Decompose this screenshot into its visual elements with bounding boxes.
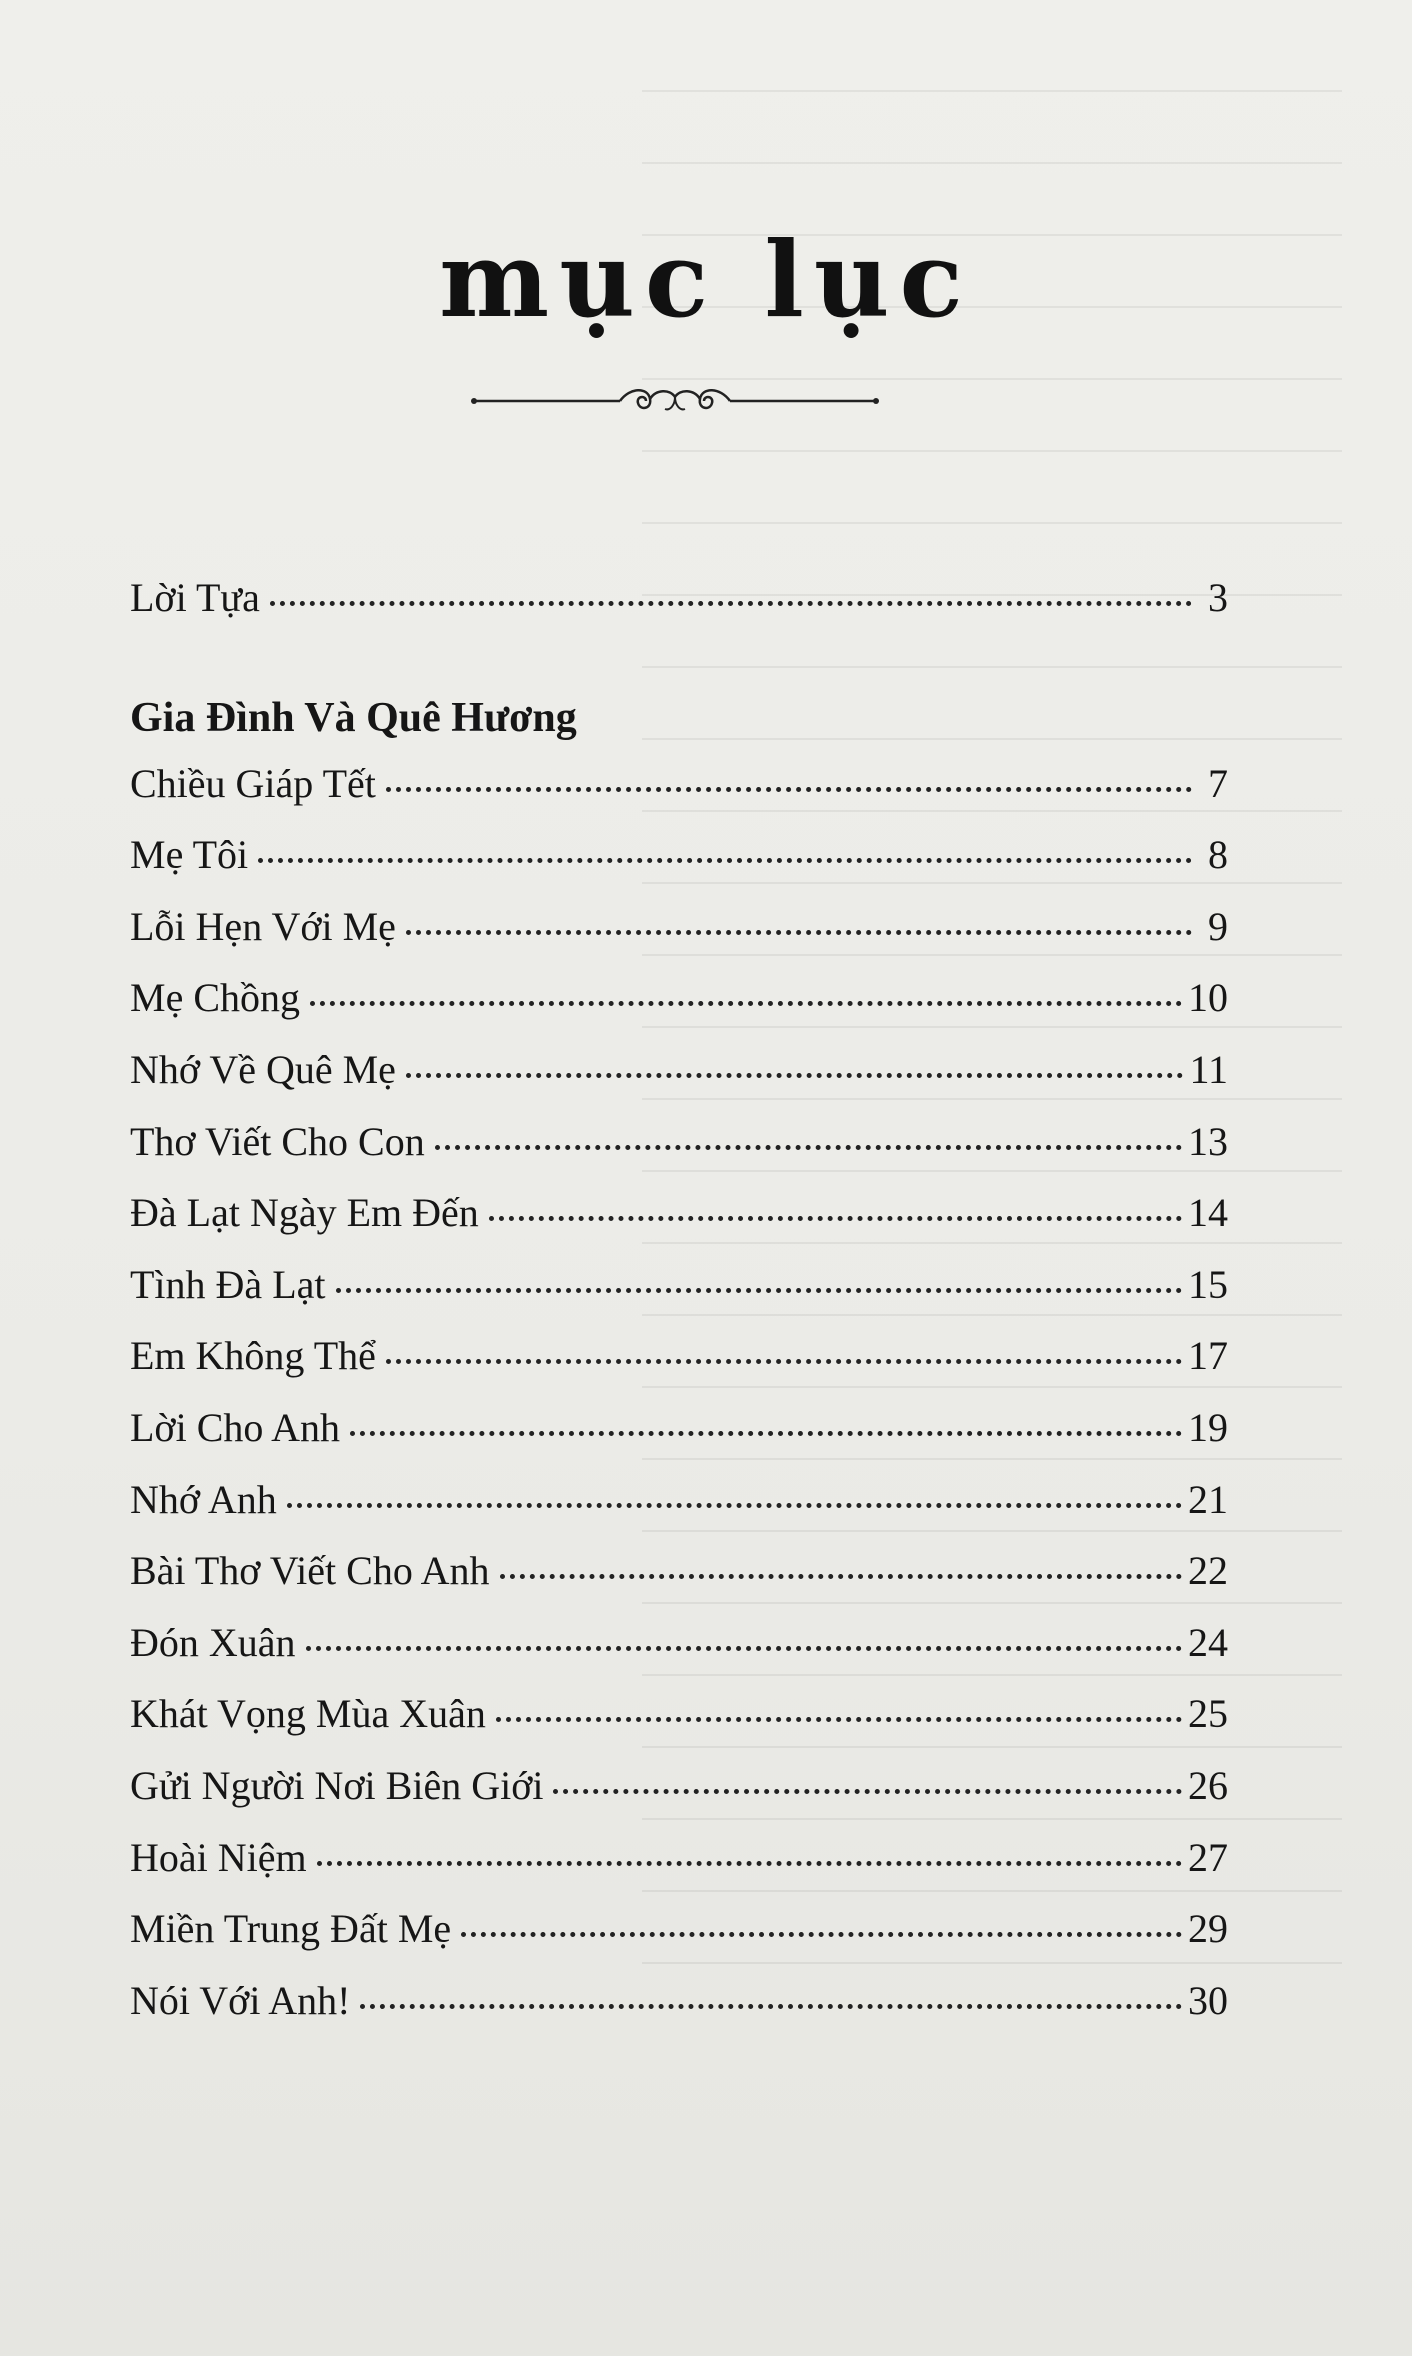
- dot-leader: [317, 1861, 1182, 1866]
- toc-entry[interactable]: [130, 818, 1228, 890]
- toc-entry-label: Khát Vọng Mùa Xuân: [130, 1691, 486, 1737]
- dot-leader: [406, 930, 1192, 935]
- dot-leader: [461, 1932, 1182, 1937]
- toc-entry[interactable]: [130, 1319, 1228, 1391]
- toc-entry[interactable]: [130, 1247, 1228, 1319]
- toc-entry-label: Nhớ Về Quê Mẹ: [130, 1046, 396, 1092]
- toc-entry-label: Nói Với Anh!: [130, 1977, 351, 2023]
- toc-entry[interactable]: [130, 1677, 1228, 1749]
- toc-entry-label: Em Không Thể: [130, 1333, 376, 1379]
- toc-entry-label: Lời Tựa: [130, 575, 260, 620]
- toc-entry-page: 10: [1188, 975, 1228, 1021]
- toc-entry[interactable]: [130, 1748, 1228, 1820]
- dot-leader: [406, 1073, 1184, 1078]
- toc-entry[interactable]: [130, 1032, 1228, 1104]
- toc-entry-list: [130, 746, 1228, 2035]
- toc-entry-page: 29: [1188, 1906, 1228, 1952]
- toc-entry-page: 14: [1188, 1190, 1228, 1236]
- table-of-contents: [130, 560, 1228, 2035]
- toc-entry-page: 24: [1188, 1619, 1228, 1665]
- toc-entry-page: 27: [1188, 1834, 1228, 1880]
- toc-entry-page: 19: [1188, 1404, 1228, 1450]
- toc-entry-label: Lời Cho Anh: [130, 1404, 341, 1450]
- toc-entry-label: Miền Trung Đất Mẹ: [130, 1906, 452, 1952]
- toc-entry[interactable]: [130, 1176, 1228, 1248]
- toc-entry-preface[interactable]: [130, 560, 1228, 618]
- toc-entry-page: 11: [1189, 1046, 1228, 1092]
- toc-entry-page: 21: [1188, 1476, 1228, 1522]
- toc-entry-page: 9: [1208, 903, 1228, 949]
- dot-leader: [360, 2004, 1182, 2009]
- toc-entry[interactable]: [130, 1820, 1228, 1892]
- toc-entry[interactable]: [130, 1390, 1228, 1462]
- toc-entry-label: Bài Thơ Viết Cho Anh: [130, 1548, 490, 1594]
- toc-entry-page: 8: [1208, 832, 1228, 878]
- dot-leader: [306, 1646, 1182, 1651]
- toc-entry-label: Mẹ Tôi: [130, 832, 249, 878]
- dot-leader: [336, 1288, 1183, 1293]
- toc-entry-label: Đón Xuân: [130, 1619, 296, 1665]
- toc-entry-page: 7: [1208, 760, 1228, 806]
- dot-leader: [287, 1503, 1182, 1508]
- dot-leader: [386, 1359, 1182, 1364]
- toc-entry-page: 15: [1188, 1261, 1228, 1307]
- toc-entry-label: Chiều Giáp Tết: [130, 760, 376, 806]
- toc-entry-page: 3: [1208, 575, 1228, 620]
- toc-entry-label: Thơ Viết Cho Con: [130, 1118, 425, 1164]
- toc-entry-label: Gửi Người Nơi Biên Giới: [130, 1762, 544, 1808]
- dot-leader: [270, 601, 1192, 606]
- toc-entry[interactable]: [130, 889, 1228, 961]
- toc-entry[interactable]: [130, 1963, 1228, 2035]
- dot-leader: [500, 1574, 1182, 1579]
- toc-entry-label: Nhớ Anh: [130, 1476, 277, 1522]
- dot-leader: [386, 787, 1192, 792]
- section-heading: Gia Đình Và Quê Hương: [130, 695, 577, 741]
- toc-entry[interactable]: [130, 1462, 1228, 1534]
- dot-leader: [350, 1431, 1182, 1436]
- toc-entry-page: 25: [1188, 1691, 1228, 1737]
- dot-leader: [553, 1789, 1182, 1794]
- toc-entry-page: 17: [1188, 1333, 1228, 1379]
- toc-entry-page: 30: [1188, 1977, 1228, 2023]
- toc-entry-label: Tình Đà Lạt: [130, 1261, 326, 1307]
- toc-entry[interactable]: [130, 1104, 1228, 1176]
- toc-entry[interactable]: [130, 746, 1228, 818]
- toc-entry[interactable]: [130, 1605, 1228, 1677]
- dot-leader: [258, 858, 1192, 863]
- toc-entry[interactable]: [130, 1892, 1228, 1964]
- toc-entry-label: Mẹ Chồng: [130, 975, 300, 1021]
- flourish-divider-icon: [470, 383, 880, 419]
- toc-entry-page: 13: [1188, 1118, 1228, 1164]
- dot-leader: [435, 1145, 1182, 1150]
- dot-leader: [489, 1216, 1182, 1221]
- dot-leader: [310, 1001, 1182, 1006]
- toc-entry-page: 26: [1188, 1762, 1228, 1808]
- toc-entry-label: Lỗi Hẹn Với Mẹ: [130, 903, 396, 949]
- toc-entry-label: Đà Lạt Ngày Em Đến: [130, 1190, 479, 1236]
- toc-entry-label: Hoài Niệm: [130, 1834, 307, 1880]
- toc-entry[interactable]: [130, 961, 1228, 1033]
- page-title: mục lục: [439, 218, 973, 341]
- dot-leader: [496, 1717, 1182, 1722]
- toc-entry-page: 22: [1188, 1548, 1228, 1594]
- toc-entry[interactable]: [130, 1534, 1228, 1606]
